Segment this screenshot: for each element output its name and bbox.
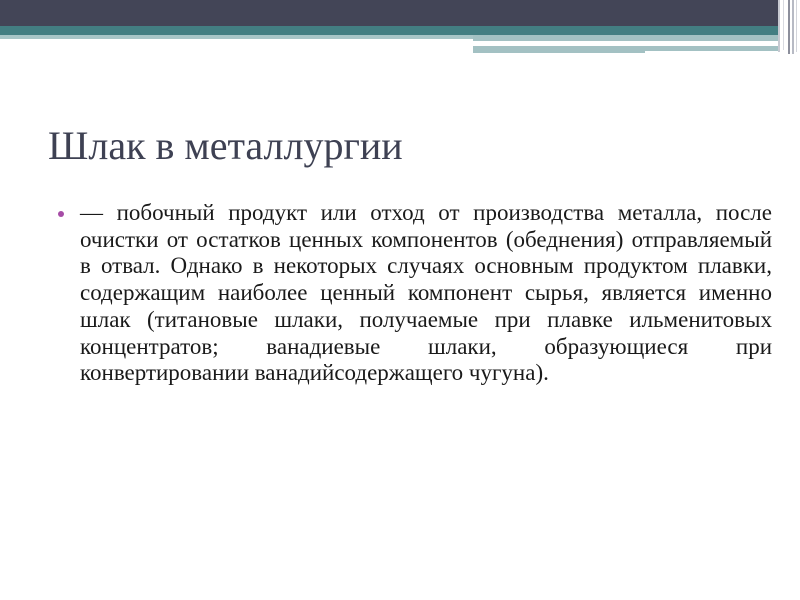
decorative-vertical-line	[783, 0, 784, 50]
header-light-teal-strip-right	[645, 46, 778, 51]
bullet-text: — побочный продукт или отход от производства металла, после очистки от остатков ценных компонентов (обеднения) отправляемый в отвал. Однако в некоторых случаях основным продуктом плавки, содержащим наиболее ценный компонент сырья, является именно шлак (титановые шлаки, получаемые при плавке ильменитовых концентратов; ванадиевые шлаки, образующиеся при конвертировании ванадийсодержащего чугуна).	[80, 200, 772, 386]
slide-title: Шлак в металлургии	[48, 123, 403, 168]
bullet-dot-icon	[58, 211, 64, 217]
decorative-vertical-line	[778, 0, 780, 52]
decorative-vertical-line	[792, 0, 794, 54]
header-teal-band	[0, 26, 778, 35]
header-light-teal-strip	[473, 35, 778, 41]
bullet-item	[52, 200, 772, 387]
header-dark-band	[0, 0, 778, 26]
header-light-teal-strip-lower	[473, 46, 645, 53]
decorative-vertical-line	[796, 0, 797, 52]
header-teal-fade-strip	[0, 35, 473, 39]
header-white-line	[473, 42, 741, 44]
decorative-vertical-line	[788, 0, 790, 54]
bullet-list	[52, 200, 772, 387]
